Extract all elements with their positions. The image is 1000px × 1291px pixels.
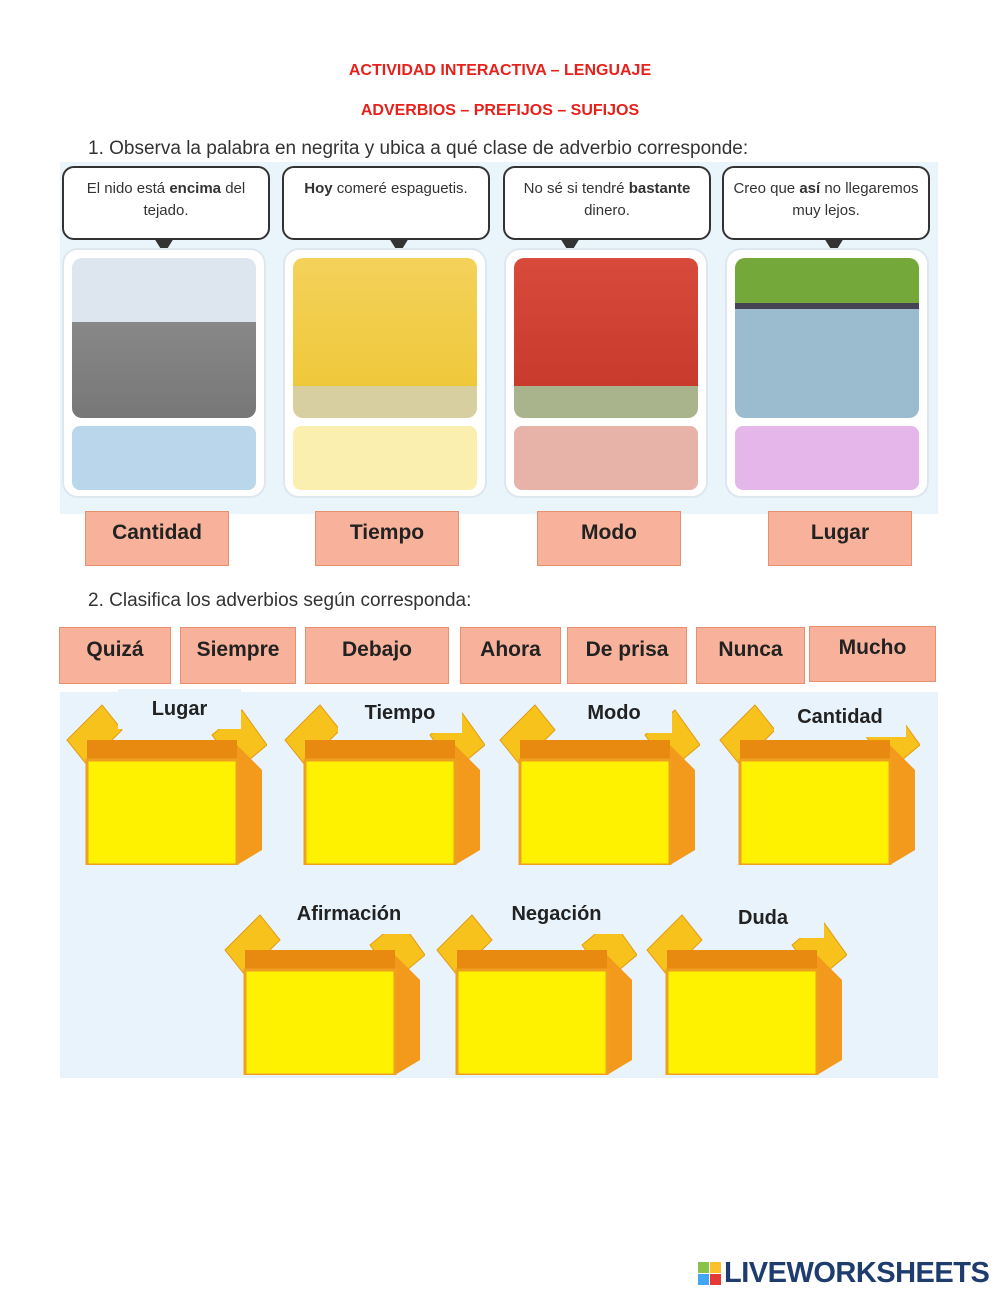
question-1: 1. Observa la palabra en negrita y ubica a qué clase de adverbio corresponde: — [88, 138, 749, 159]
drop-zone[interactable] — [735, 426, 919, 490]
spaghetti-illustration — [293, 258, 477, 418]
picture-card-church — [62, 248, 266, 498]
word-chip[interactable]: Ahora — [460, 627, 561, 684]
church-illustration — [72, 258, 256, 418]
draggable-label[interactable]: Lugar — [768, 511, 912, 566]
drop-zone[interactable] — [72, 426, 256, 490]
drop-zone[interactable] — [293, 426, 477, 490]
picture-card-spaghetti — [283, 248, 487, 498]
category-label: Negación — [488, 894, 625, 934]
brand-name: LIVEWORKSHEETS — [724, 1257, 990, 1289]
word-chip[interactable]: Mucho — [809, 626, 936, 682]
speech-bubble: Hoy comeré espaguetis. — [282, 166, 490, 240]
drop-box-negacion[interactable] — [432, 910, 637, 1075]
logo-icon — [698, 1262, 721, 1285]
category-label: Lugar — [118, 689, 241, 729]
drop-box-afirmacion[interactable] — [220, 910, 425, 1075]
liveworksheets-logo — [698, 1257, 989, 1290]
speech-bubble: Creo que así no llegaremos muy lejos. — [722, 166, 930, 240]
category-label: Duda — [702, 898, 824, 938]
category-label: Afirmación — [276, 894, 422, 934]
word-chip[interactable]: Quizá — [59, 627, 171, 684]
category-label: Tiempo — [338, 693, 462, 733]
draggable-label[interactable]: Cantidad — [85, 511, 229, 566]
car-illustration — [735, 258, 919, 418]
worksheet-subtitle: ADVERBIOS – PREFIJOS – SUFIJOS — [360, 102, 640, 119]
draggable-label[interactable]: Tiempo — [315, 511, 459, 566]
worksheet-title: ACTIVIDAD INTERACTIVA – LENGUAJE — [348, 62, 652, 79]
word-chip[interactable]: Debajo — [305, 627, 449, 684]
word-chip[interactable]: Siempre — [180, 627, 296, 684]
picture-card-car — [725, 248, 929, 498]
speech-bubble: El nido está encima del tejado. — [62, 166, 270, 240]
question-2: 2. Clasifica los adverbios según corresponda: — [88, 590, 472, 611]
drop-zone[interactable] — [514, 426, 698, 490]
word-chip[interactable]: De prisa — [567, 627, 687, 684]
category-label: Modo — [556, 693, 672, 733]
draggable-label[interactable]: Modo — [537, 511, 681, 566]
word-chip[interactable]: Nunca — [696, 627, 805, 684]
category-label: Cantidad — [774, 697, 906, 737]
picture-card-money — [504, 248, 708, 498]
speech-bubble: No sé si tendré bastante dinero. — [503, 166, 711, 240]
money-illustration — [514, 258, 698, 418]
